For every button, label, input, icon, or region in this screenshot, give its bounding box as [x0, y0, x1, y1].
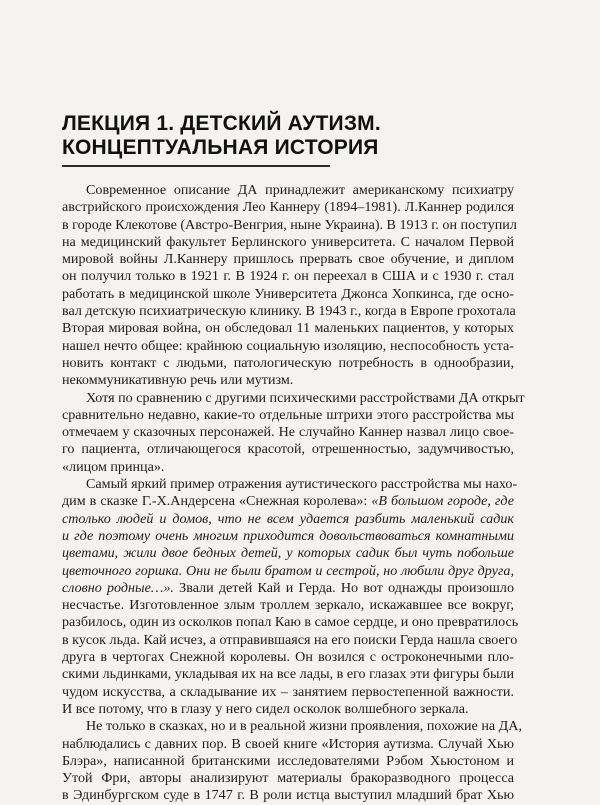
quote-line: столько людей и домов, что не всем удается разбить маленький садик: [62, 510, 514, 527]
text-line: друга в чертогах Снежной королевы. Он возился с остроконечными пло-: [62, 649, 514, 666]
text-line: сравнительно недавно, какие-то отдельные штрихи этого расстройства мы: [62, 406, 514, 423]
text-line: Не только в сказках, но и в реальной жизни проявления, похожие на ДА,: [86, 718, 522, 735]
text-line: работать в медицинской школе Университета Джонса Хопкинса, где осно-: [62, 285, 514, 302]
text-line: [62, 493, 514, 510]
text-line: в Эдинбургском суде в 1747 г. В роли истца выступил младший брат Хью: [62, 787, 514, 804]
quote-segment: словно родные…».: [62, 579, 174, 596]
text-line: вал детскую психиатрическую клинику. В 1943 г., когда в Европе грохотала: [62, 303, 516, 320]
quote-segment: «В большом городе, где: [371, 493, 514, 510]
text-line: мировой войны Л.Каннеру пришлось прервать свое обучение, и диплом: [62, 251, 514, 268]
lecture-title-line2: КОНЦЕПТУАЛЬНАЯ ИСТОРИЯ: [62, 136, 379, 159]
title-underline: [62, 165, 330, 167]
text-line: австрийского происхождения Лео Каннеру (1894–1981). Л.Каннер родился: [62, 199, 514, 216]
quote-line: цветами, жили двое бедных детей, у которых садик был чуть побольше: [62, 545, 514, 562]
lecture-title: [62, 112, 381, 160]
text-line: отмечаем у сказочных персонажей. Не случайно Каннер назвал лицо свое-: [62, 424, 514, 441]
lecture-title-line1: ЛЕКЦИЯ 1. ДЕТСКИЙ АУТИЗМ.: [62, 112, 381, 135]
paragraph-1: [62, 182, 517, 390]
paragraph-2: [62, 389, 525, 476]
text-line: Хотя по сравнению с другими психическими расстройствами ДА открыт: [86, 389, 525, 406]
text-line: разбилось, один из осколков попал Каю в самое сердце, и оно превратилось: [62, 614, 519, 631]
text-line: Современное описание ДА принадлежит американскому психиатру: [86, 182, 514, 198]
text-line: нашел нечто общее: крайнюю социальную изоляцию, неспособность уста-: [62, 337, 514, 354]
text-line: несчастье. Изготовленное злым троллем зеркало, искажавшее все вокруг,: [62, 597, 514, 614]
paragraph-3: [62, 476, 519, 718]
text-line: Вторая мировая война, он обследовал 11 маленьких пациентов, у которых: [62, 320, 514, 337]
text-line: скими льдинками, укладывая их на все лады, в его глазах эти фигуры были: [62, 666, 514, 683]
text-line: Самый яркий пример отражения аутистического расстройства мы нахо-: [86, 476, 518, 493]
text-line: «лицом принца».: [62, 458, 165, 475]
quote-line: и где поэтому очень многим приходится довольствоваться комнатными: [62, 527, 514, 544]
text-line: новить контакт с людьми, патологическую потребность в однообразии,: [62, 354, 514, 371]
text-line: Блэра», написанной британскими исследователями Рэбом Хьюстоном и: [62, 752, 514, 769]
text-line: чудом искусства, а складывание их – занятием первостепенной важности.: [62, 683, 514, 700]
text-line: Утой Фри, авторы анализируют материалы бракоразводного процесса: [62, 770, 514, 787]
text-segment: дим в сказке Г.-Х.Андерсена «Снежная королева»:: [62, 493, 372, 510]
text-segment: Звали детей Кай и Герда. Но вот однажды произошло: [173, 579, 514, 596]
body-text: [62, 182, 525, 805]
text-line: некоммуникативную речь или мутизм.: [62, 372, 294, 389]
text-line: он получил только в 1921 г. В 1924 г. он переехал в США и с 1930 г. стал: [62, 268, 514, 285]
text-line: [62, 580, 514, 597]
text-line: на медицинский факультет Берлинского университета. С началом Первой: [62, 233, 514, 250]
quote-line: цветочного горшка. Они не были братом и сестрой, но любили друг друга,: [62, 562, 514, 579]
paragraph-4: [62, 718, 522, 804]
text-line: И все потому, что в глазу у него сидел осколок волшебного зеркала.: [62, 700, 469, 717]
text-line: в кусок льда. Кай исчез, а отправившаяся на его поиски Герда нашла своего: [62, 631, 518, 648]
text-line: го пациента, отличающегося красотой, отрешенностью, задумчивостью,: [62, 441, 514, 458]
text-line: наблюдались с давних пор. В своей книге «История аутизма. Случай Хью: [62, 735, 514, 752]
text-line: в городе Клекотове (Австро-Венгрия, ныне Украина). В 1913 г. он поступил: [62, 216, 517, 233]
